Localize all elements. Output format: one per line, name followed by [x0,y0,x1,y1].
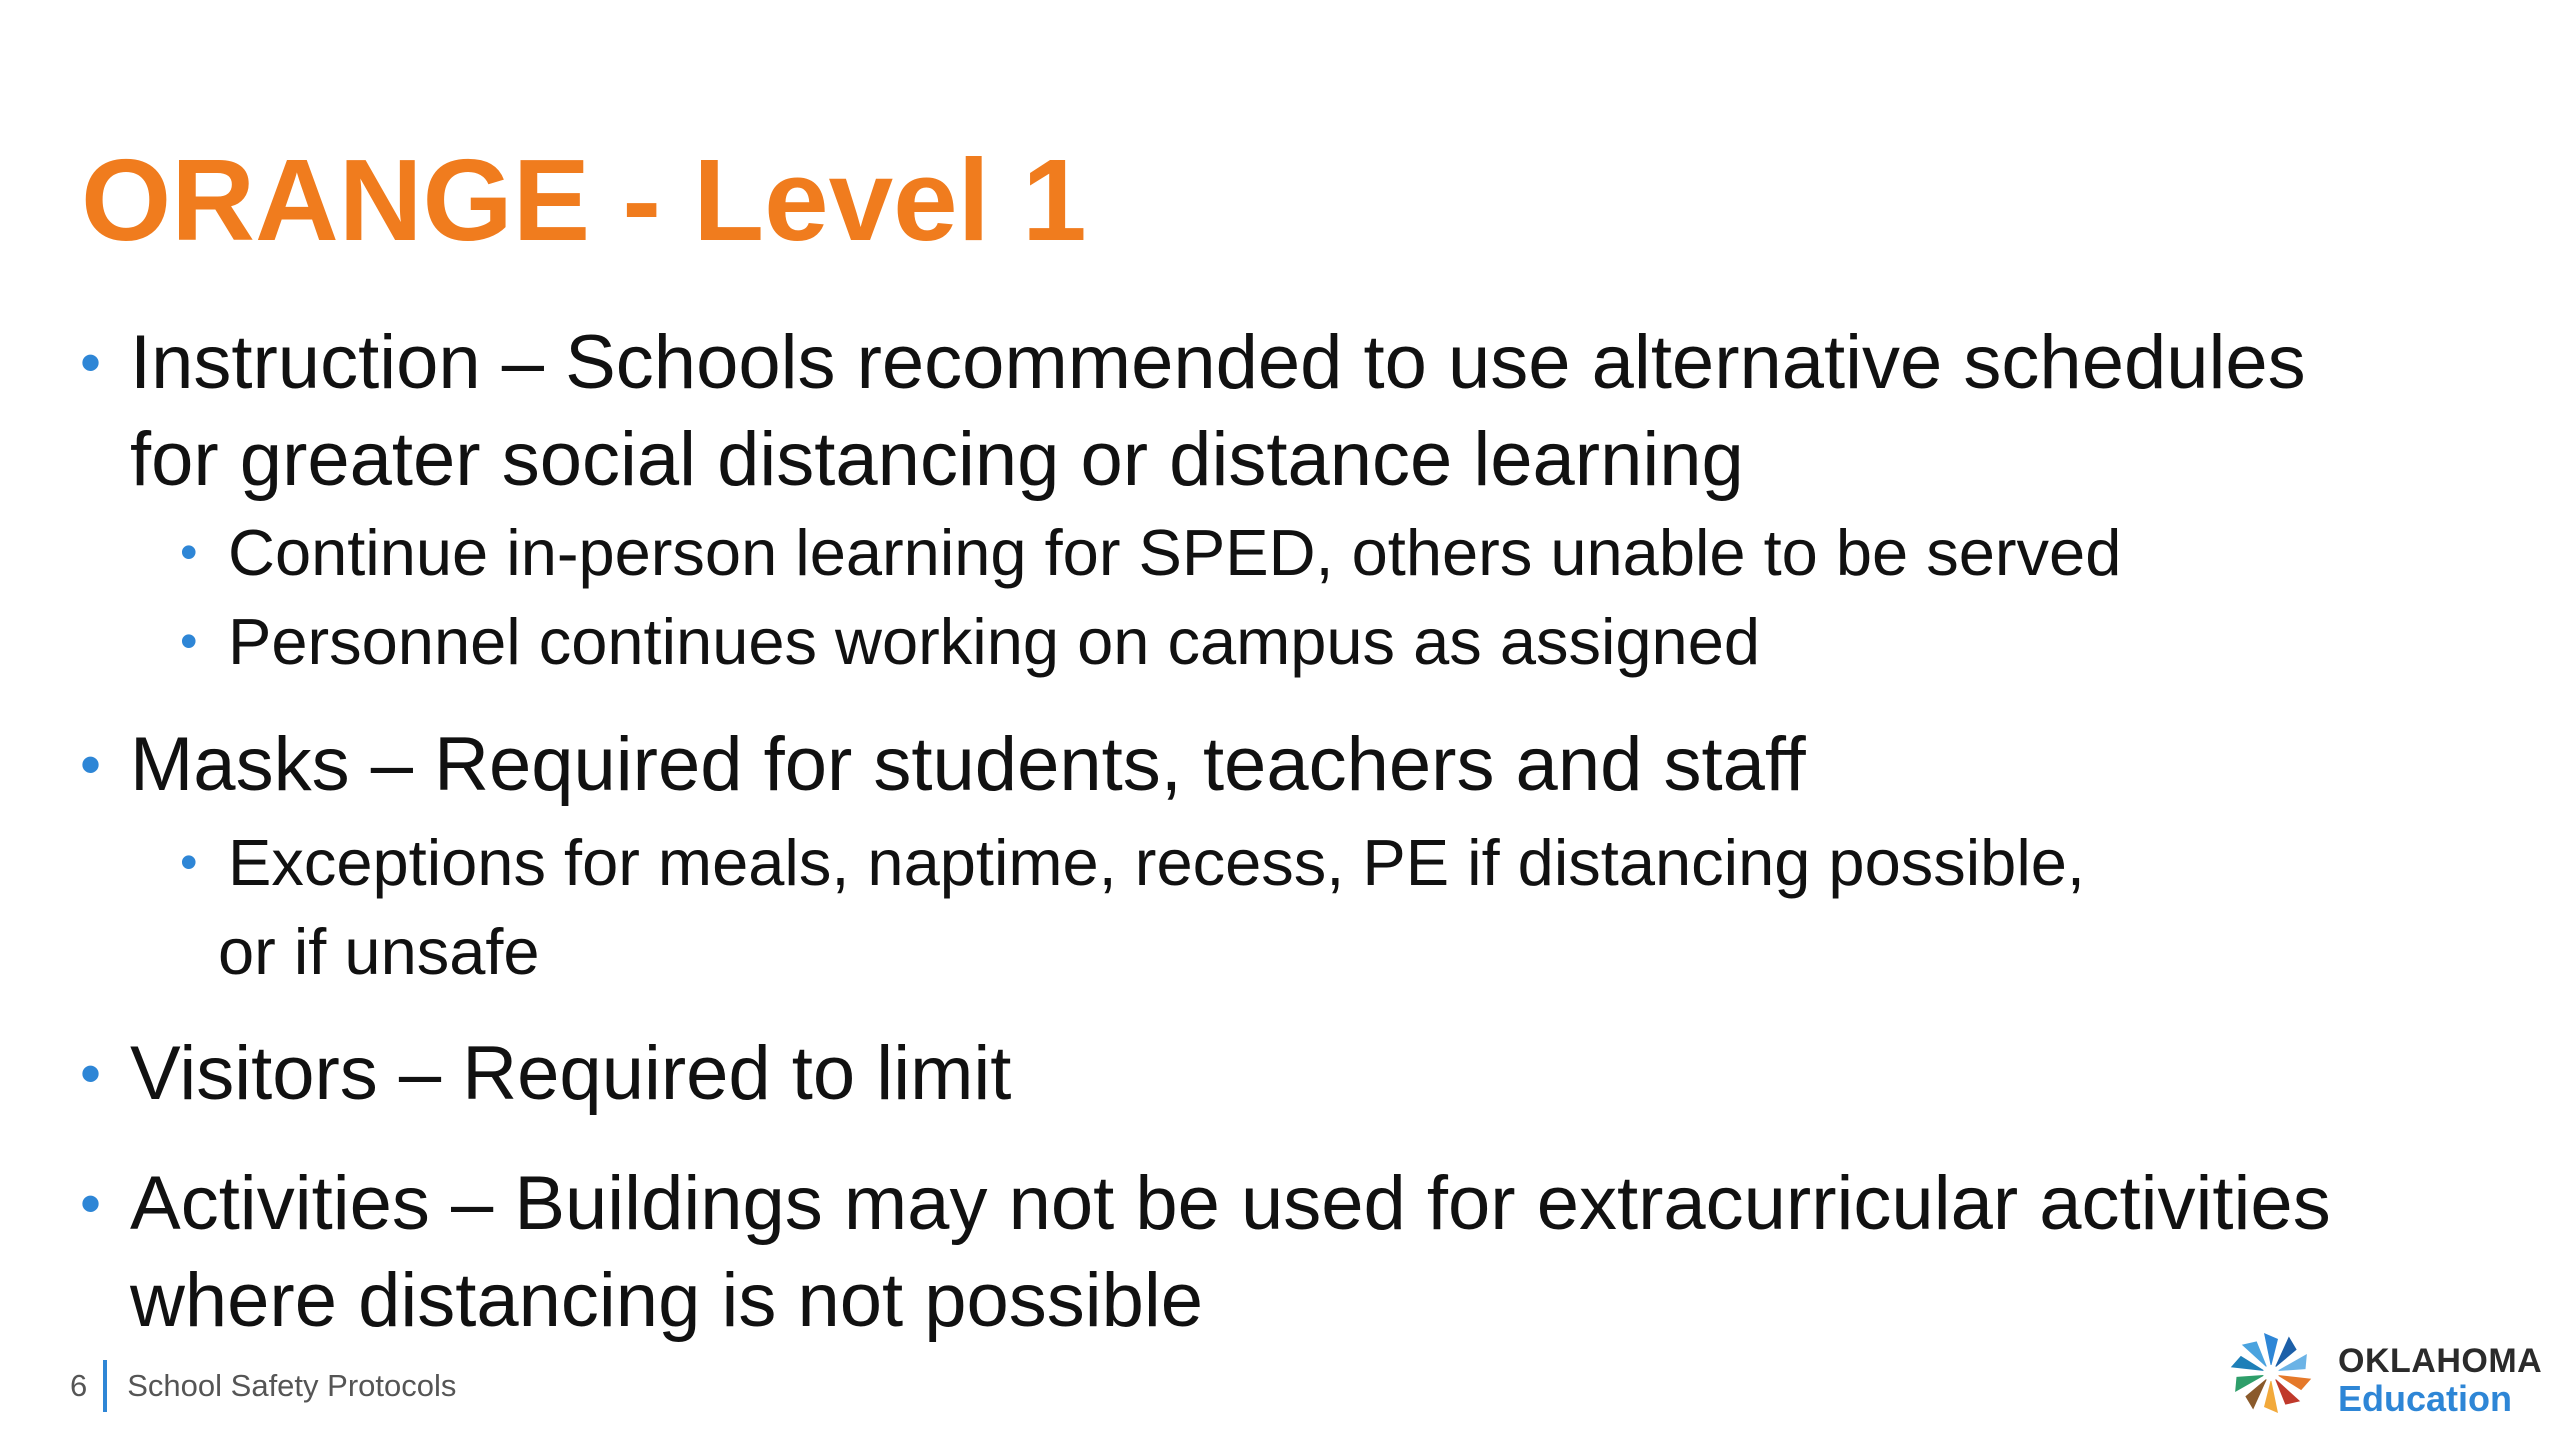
bullet-line: for greater social distancing or distance learning [130,417,1744,502]
subbullet-personnel [180,597,1761,686]
bullet-instruction [80,314,2306,508]
bullet-dot-icon: • [80,731,102,798]
logo-text-education: Education [2338,1378,2513,1419]
bullet-visitors [80,1025,1012,1122]
bullet-line: Personnel continues working on campus as assigned [228,605,1761,678]
logo-text-oklahoma: OKLAHOMA [2338,1342,2543,1380]
bullet-dot-icon: • [80,1170,102,1237]
slide-footer [70,1362,456,1410]
footer-divider [103,1360,107,1412]
bullet-line: or if unsafe [218,915,540,988]
bullet-line: Exceptions for meals, naptime, recess, PE if distancing possible, [228,826,2085,899]
star-logo-icon [2216,1318,2326,1428]
bullet-line: Instruction – Schools recommended to use alternative schedules [130,320,2306,405]
bullet-line: where distancing is not possible [130,1258,1204,1343]
bullet-dot-icon: • [180,613,198,669]
subbullet-sped [180,508,2122,597]
page-number: 6 [70,1368,88,1403]
bullet-line: Activities – Buildings may not be used for extracurricular activities [130,1161,2331,1246]
footer-label: School Safety Protocols [127,1368,457,1403]
bullet-dot-icon: • [180,834,198,890]
bullet-dot-icon: • [80,329,102,396]
bullet-line: Visitors – Required to limit [130,1031,1012,1116]
bullet-dot-icon: • [180,524,198,580]
bullet-masks [80,716,1806,813]
slide-title: ORANGE - Level 1 [81,135,1087,265]
bullet-line: Masks – Required for students, teachers and staff [130,722,1806,807]
oklahoma-education-logo [2216,1318,2546,1428]
bullet-dot-icon: • [80,1040,102,1107]
bullet-activities [80,1155,2331,1349]
subbullet-exceptions [180,818,2085,996]
bullet-line: Continue in-person learning for SPED, others unable to be served [228,516,2122,589]
